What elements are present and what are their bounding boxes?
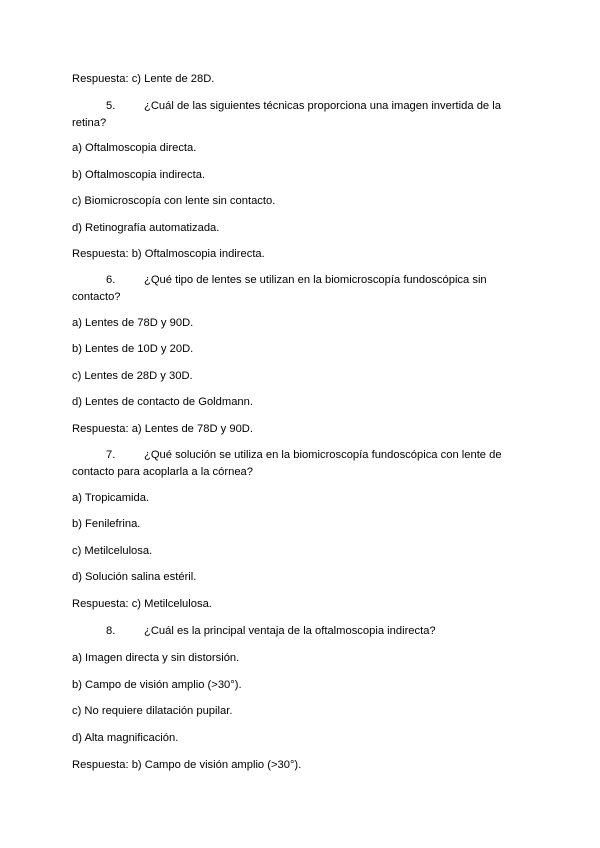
option-line: b) Fenilefrina. [72, 518, 141, 530]
question-7 [72, 447, 532, 481]
option-line: b) Campo de visión amplio (>30°). [72, 679, 242, 691]
question-5 [72, 98, 532, 132]
question-text: ¿Qué solución se utiliza en la biomicroscopía fundoscópica con lente de contacto para acoplarla a la córnea? [72, 449, 502, 478]
option-line: b) Lentes de 10D y 20D. [72, 343, 194, 355]
option-line: b) Oftalmoscopia indirecta. [72, 169, 206, 181]
option-line: c) Lentes de 28D y 30D. [72, 370, 193, 382]
option-line: a) Oftalmoscopia directa. [72, 142, 197, 154]
option-line: c) Metilcelulosa. [72, 545, 153, 557]
option-line: d) Solución salina estéril. [72, 571, 197, 583]
answer-line: Respuesta: a) Lentes de 78D y 90D. [72, 423, 253, 435]
question-6 [72, 272, 532, 306]
option-line: c) Biomicroscopía con lente sin contacto. [72, 195, 276, 207]
option-line: d) Lentes de contacto de Goldmann. [72, 396, 253, 408]
question-text: ¿Cuál es la principal ventaja de la oftalmoscopia indirecta? [144, 625, 436, 637]
option-line: a) Tropicamida. [72, 492, 150, 504]
question-number: 7. [106, 449, 116, 461]
question-text: ¿Qué tipo de lentes se utilizan en la biomicroscopía fundoscópica sin contacto? [72, 274, 487, 303]
option-line: a) Imagen directa y sin distorsión. [72, 652, 240, 664]
answer-line: Respuesta: c) Metilcelulosa. [72, 598, 212, 610]
question-number: 5. [106, 100, 116, 112]
answer-line: Respuesta: b) Oftalmoscopia indirecta. [72, 248, 265, 260]
answer-line: Respuesta: b) Campo de visión amplio (>30°). [72, 759, 302, 771]
question-number: 6. [106, 274, 116, 286]
question-8 [72, 623, 532, 640]
question-number: 8. [106, 625, 116, 637]
option-line: d) Retinografía automatizada. [72, 222, 220, 234]
question-text: ¿Cuál de las siguientes técnicas proporciona una imagen invertida de la retina? [72, 100, 501, 129]
answer-line: Respuesta: c) Lente de 28D. [72, 73, 215, 85]
option-line: a) Lentes de 78D y 90D. [72, 317, 194, 329]
option-line: d) Alta magnificación. [72, 732, 179, 744]
option-line: c) No requiere dilatación pupilar. [72, 705, 233, 717]
